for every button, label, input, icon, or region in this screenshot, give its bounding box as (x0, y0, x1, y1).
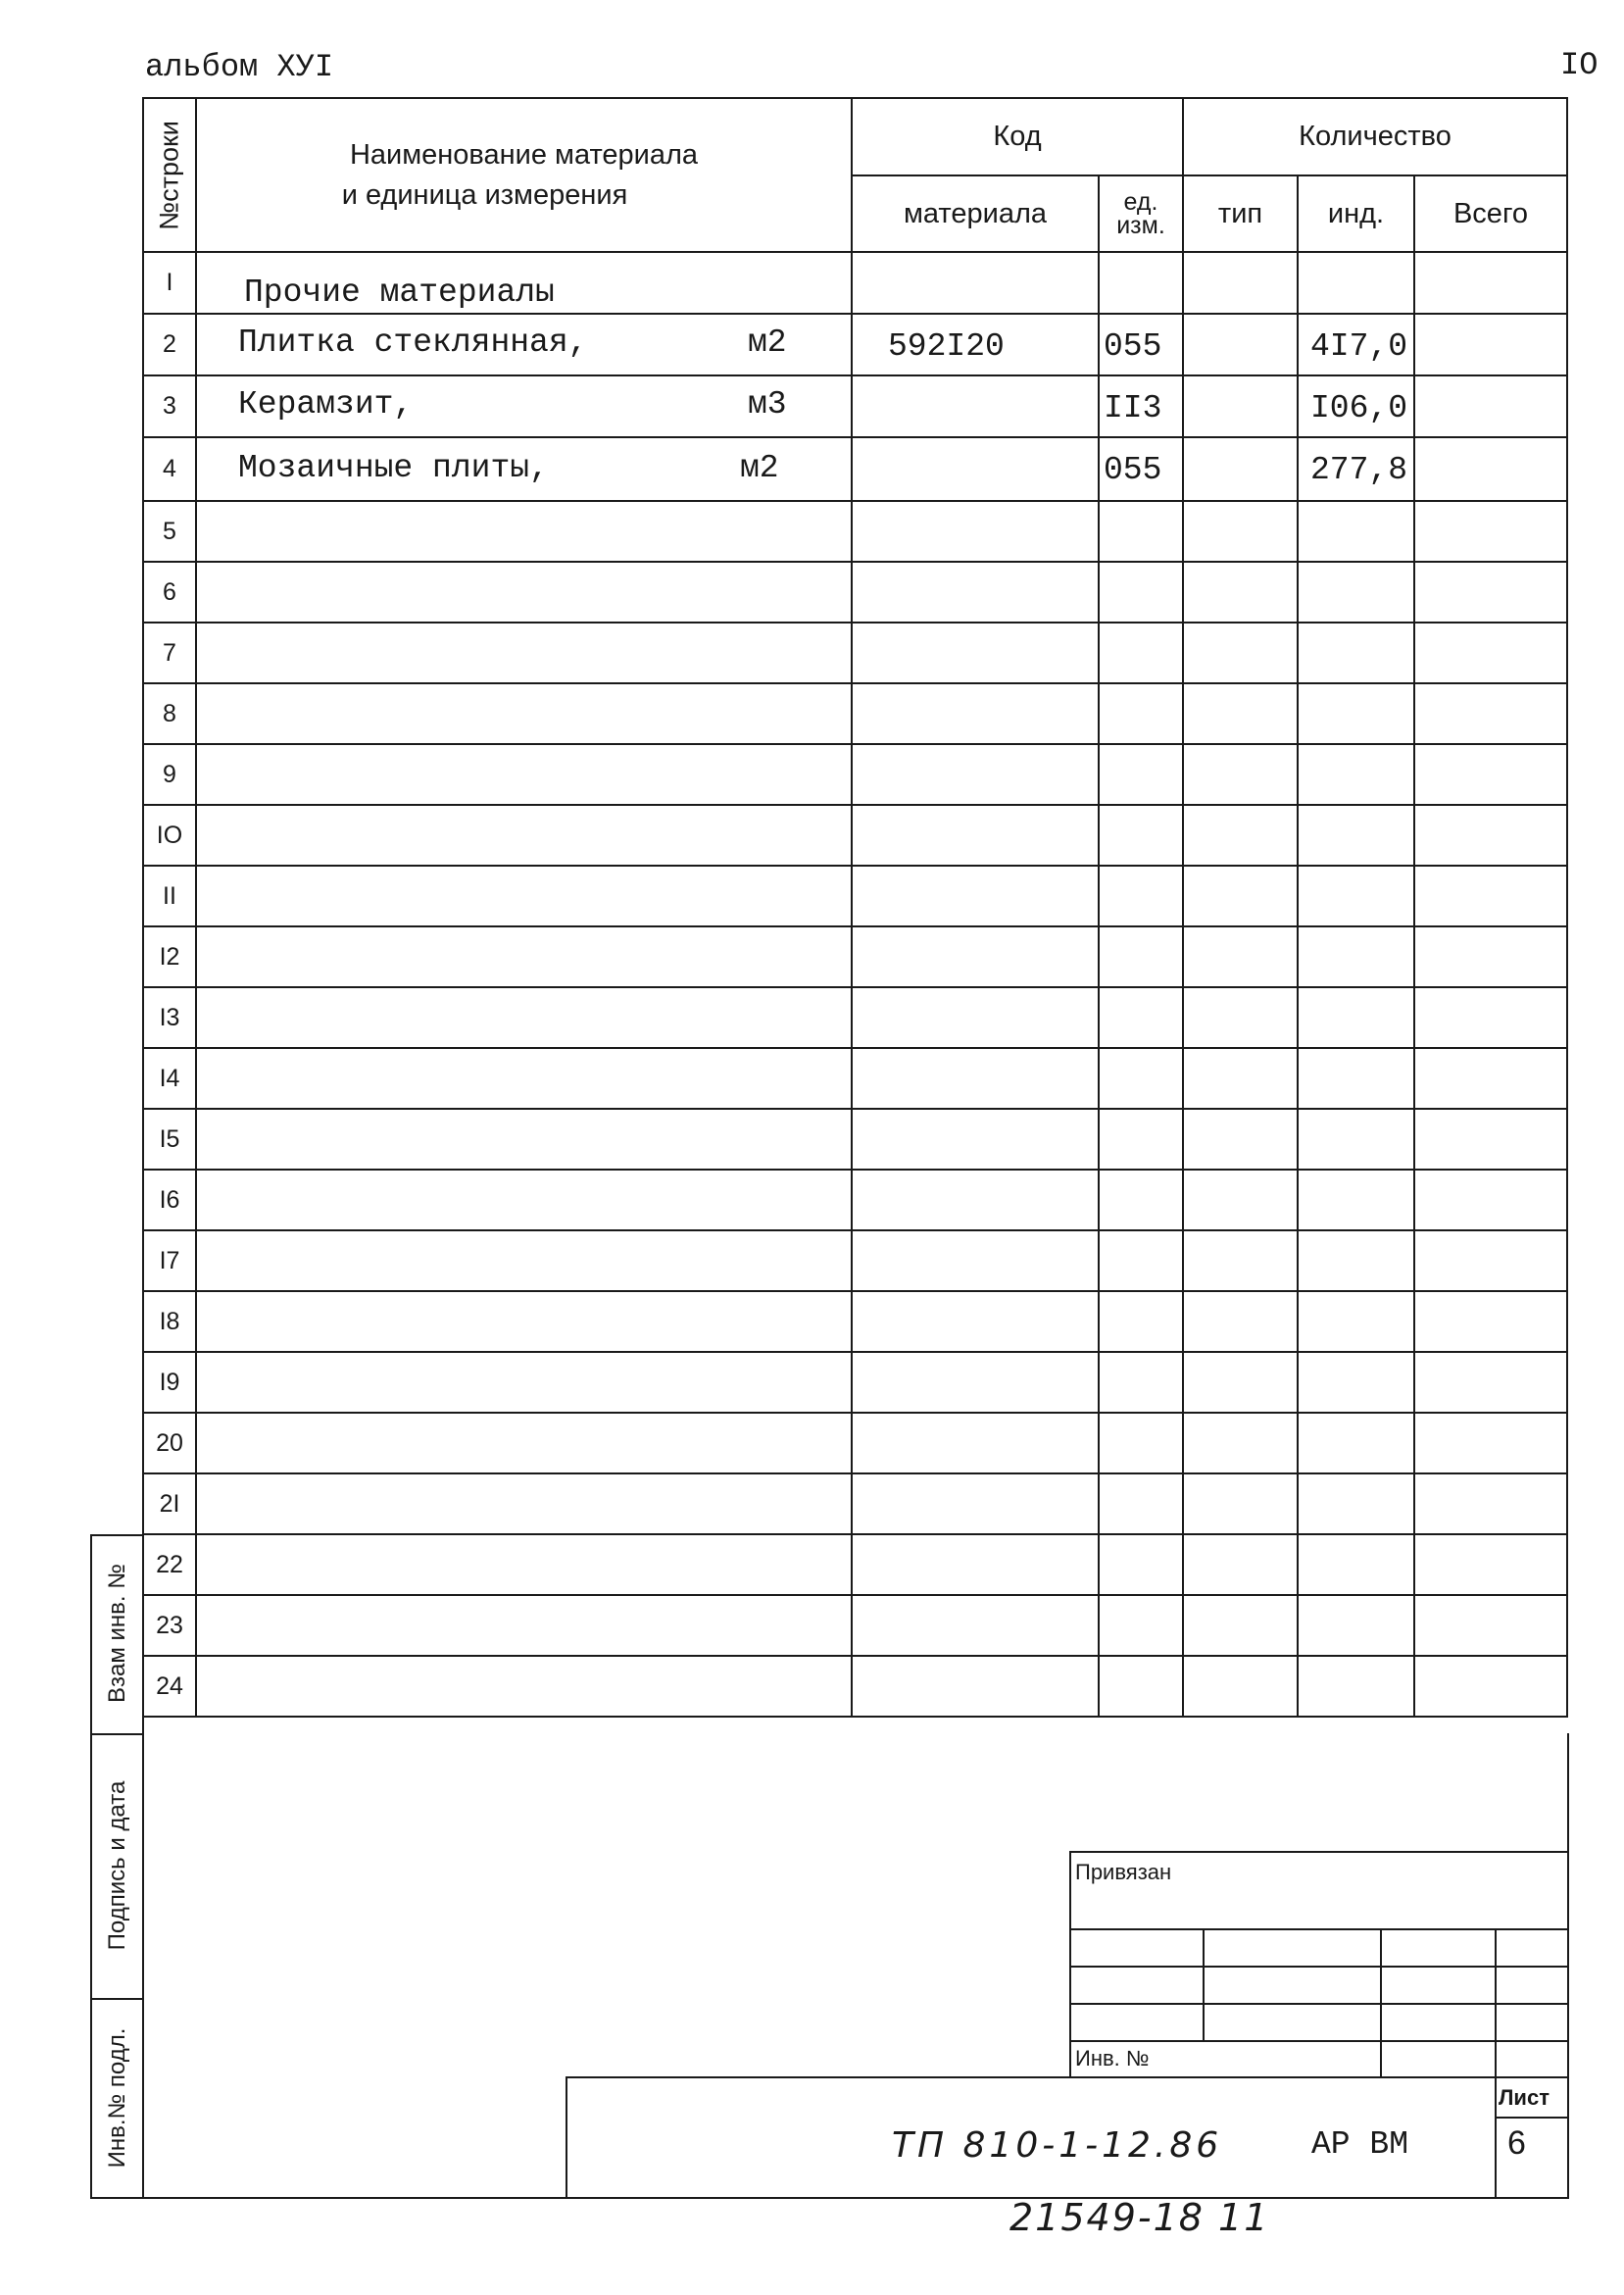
sheet-label: Лист (1499, 2085, 1550, 2110)
material-name-cell (196, 1413, 852, 1473)
total-qty-cell (1414, 501, 1567, 562)
replaced-inv-label: Взам инв. № (104, 1563, 130, 1704)
row-number-cell: 24 (143, 1656, 196, 1717)
material-code-cell (852, 1352, 1099, 1413)
row-number-cell: 4 (143, 437, 196, 501)
individual-qty-cell (1298, 1291, 1414, 1352)
original-inv-label: Инв.№ подл. (104, 2027, 130, 2169)
material-code-cell (852, 1656, 1099, 1717)
row-number-cell: 8 (143, 683, 196, 744)
row-number-cell: 7 (143, 623, 196, 683)
handwritten-archive-number: 21549-18 11 (1009, 2196, 1270, 2239)
material-code-cell (852, 1291, 1099, 1352)
inv-no-label: Инв. № (1075, 2046, 1150, 2070)
total-qty-cell (1414, 866, 1567, 926)
type-qty-cell (1183, 1656, 1298, 1717)
total-qty-cell (1414, 1656, 1567, 1717)
individual-qty-cell (1298, 562, 1414, 623)
total-qty-cell (1414, 805, 1567, 866)
material-name-cell (196, 501, 852, 562)
material-code-cell (852, 501, 1099, 562)
header-material-code: материала (852, 175, 1099, 252)
table-row (143, 1473, 1567, 1534)
material-code-cell (852, 1170, 1099, 1230)
row-number-cell: 2I (143, 1473, 196, 1534)
table-row (143, 252, 1567, 314)
table-row (143, 1656, 1567, 1717)
total-qty-cell (1414, 683, 1567, 744)
type-qty-cell (1183, 987, 1298, 1048)
type-qty-cell (1183, 623, 1298, 683)
bound-label: Привязан (1075, 1860, 1172, 1884)
material-code-cell: 592I20 (852, 314, 1099, 375)
type-qty-cell (1183, 1534, 1298, 1595)
row-number-cell: I4 (143, 1048, 196, 1109)
materials-table (142, 97, 1568, 1718)
individual-qty-cell (1298, 1352, 1414, 1413)
total-qty-cell (1414, 562, 1567, 623)
unit-code-cell (1099, 1170, 1183, 1230)
document-designation: ТП 810-1-12.86 (892, 2125, 1223, 2166)
table-row (143, 744, 1567, 805)
material-name-cell (196, 1048, 852, 1109)
material-name-cell (196, 1109, 852, 1170)
individual-qty-cell: 277,8 (1298, 437, 1414, 501)
table-row (143, 437, 1567, 501)
unit-of-measure: м2 (748, 324, 787, 361)
sheet-number: 6 (1507, 2124, 1526, 2162)
row-number-cell: I6 (143, 1170, 196, 1230)
unit-of-measure: м3 (748, 386, 787, 423)
type-qty-cell (1183, 1291, 1298, 1352)
type-qty-cell (1183, 683, 1298, 744)
row-number-cell: 22 (143, 1534, 196, 1595)
individual-qty-cell (1298, 1534, 1414, 1595)
individual-qty-cell (1298, 866, 1414, 926)
material-name-cell (196, 623, 852, 683)
row-number-cell: I7 (143, 1230, 196, 1291)
total-qty-cell (1414, 1473, 1567, 1534)
individual-qty-cell (1298, 1170, 1414, 1230)
table-row (143, 987, 1567, 1048)
type-qty-cell (1183, 1048, 1298, 1109)
total-qty-cell (1414, 314, 1567, 375)
individual-qty-cell: 4I7,0 (1298, 314, 1414, 375)
header-code-group: Код (852, 98, 1183, 175)
unit-code-cell (1099, 501, 1183, 562)
type-qty-cell (1183, 375, 1298, 437)
type-qty-cell (1183, 1473, 1298, 1534)
total-qty-cell (1414, 1352, 1567, 1413)
header-unit-code: ед. изм. (1099, 175, 1183, 252)
unit-code-cell (1099, 1473, 1183, 1534)
row-number-cell: 5 (143, 501, 196, 562)
total-qty-cell (1414, 1170, 1567, 1230)
unit-code-cell (1099, 1534, 1183, 1595)
table-row (143, 1595, 1567, 1656)
unit-code-cell (1099, 744, 1183, 805)
individual-qty-cell (1298, 1413, 1414, 1473)
row-number-cell: IO (143, 805, 196, 866)
row-number-cell: 9 (143, 744, 196, 805)
material-name: Прочие материалы (244, 274, 555, 311)
material-name-cell (196, 683, 852, 744)
total-qty-cell (1414, 623, 1567, 683)
type-qty-cell (1183, 1109, 1298, 1170)
material-code-cell (852, 987, 1099, 1048)
material-code-cell (852, 1230, 1099, 1291)
unit-code-cell (1099, 926, 1183, 987)
individual-qty-cell (1298, 744, 1414, 805)
row-number-cell: I2 (143, 926, 196, 987)
material-code-cell (852, 437, 1099, 501)
material-name-cell (196, 987, 852, 1048)
total-qty-cell (1414, 1109, 1567, 1170)
type-qty-cell (1183, 1413, 1298, 1473)
material-code-cell (852, 252, 1099, 314)
material-name-cell (196, 314, 852, 375)
material-code-cell (852, 1595, 1099, 1656)
type-qty-cell (1183, 1352, 1298, 1413)
total-qty-cell (1414, 987, 1567, 1048)
material-name-cell (196, 1291, 852, 1352)
material-name: Мозаичные плиты, (238, 450, 549, 486)
material-code-cell (852, 683, 1099, 744)
table-row (143, 683, 1567, 744)
unit-code-cell (1099, 1352, 1183, 1413)
material-name-cell (196, 744, 852, 805)
material-name: Плитка стеклянная, (238, 324, 588, 361)
total-qty-cell (1414, 375, 1567, 437)
table-row (143, 1170, 1567, 1230)
material-code-cell (852, 1534, 1099, 1595)
row-number-cell: 20 (143, 1413, 196, 1473)
type-qty-cell (1183, 252, 1298, 314)
table-row (143, 805, 1567, 866)
document-section: АР ВМ (1311, 2126, 1409, 2163)
header-type: тип (1183, 175, 1298, 252)
unit-code-cell (1099, 252, 1183, 314)
total-qty-cell (1414, 1413, 1567, 1473)
individual-qty-cell (1298, 1656, 1414, 1717)
material-name-cell (196, 1656, 852, 1717)
header-quantity-group: Количество (1183, 98, 1567, 175)
total-qty-cell (1414, 437, 1567, 501)
material-name-cell (196, 866, 852, 926)
table-row (143, 1413, 1567, 1473)
individual-qty-cell (1298, 501, 1414, 562)
table-row (143, 501, 1567, 562)
unit-of-measure: м2 (740, 450, 779, 486)
type-qty-cell (1183, 1230, 1298, 1291)
material-name-cell (196, 805, 852, 866)
table-row (143, 1048, 1567, 1109)
total-qty-cell (1414, 1595, 1567, 1656)
material-name-cell (196, 562, 852, 623)
table-row (143, 866, 1567, 926)
type-qty-cell (1183, 562, 1298, 623)
individual-qty-cell (1298, 1109, 1414, 1170)
unit-code-cell (1099, 1230, 1183, 1291)
material-code-cell (852, 1413, 1099, 1473)
type-qty-cell (1183, 501, 1298, 562)
material-code-cell (852, 866, 1099, 926)
material-code-cell (852, 805, 1099, 866)
type-qty-cell (1183, 926, 1298, 987)
material-code-cell (852, 623, 1099, 683)
row-number-cell: 23 (143, 1595, 196, 1656)
material-name-cell (196, 1595, 852, 1656)
individual-qty-cell (1298, 987, 1414, 1048)
type-qty-cell (1183, 437, 1298, 501)
individual-qty-cell (1298, 1473, 1414, 1534)
individual-qty-cell (1298, 926, 1414, 987)
total-qty-cell (1414, 1291, 1567, 1352)
individual-qty-cell (1298, 1230, 1414, 1291)
unit-code-cell: 055 (1099, 314, 1183, 375)
unit-code-cell (1099, 1109, 1183, 1170)
total-qty-cell (1414, 1534, 1567, 1595)
unit-code-cell (1099, 1656, 1183, 1717)
material-code-cell (852, 1473, 1099, 1534)
individual-qty-cell (1298, 1048, 1414, 1109)
unit-code-cell (1099, 1291, 1183, 1352)
table-row (143, 623, 1567, 683)
table-row (143, 375, 1567, 437)
total-qty-cell (1414, 744, 1567, 805)
row-number-cell: 2 (143, 314, 196, 375)
material-name-cell (196, 1230, 852, 1291)
unit-code-cell (1099, 683, 1183, 744)
unit-code-cell (1099, 562, 1183, 623)
unit-code-cell: II3 (1099, 375, 1183, 437)
material-name-cell (196, 1170, 852, 1230)
individual-qty-cell (1298, 683, 1414, 744)
total-qty-cell (1414, 926, 1567, 987)
table-row (143, 1291, 1567, 1352)
unit-code-cell (1099, 866, 1183, 926)
unit-code-cell (1099, 805, 1183, 866)
unit-code-cell: 055 (1099, 437, 1183, 501)
header-material-name: Наименование материала и единица измерения (196, 98, 852, 252)
header-row-number: №строки (143, 98, 196, 252)
header-total: Всего (1414, 175, 1567, 252)
individual-qty-cell (1298, 1595, 1414, 1656)
material-code-cell (852, 562, 1099, 623)
material-name-cell (196, 1352, 852, 1413)
unit-code-cell (1099, 987, 1183, 1048)
table-row (143, 562, 1567, 623)
album-label: альбом ХУI (145, 49, 334, 85)
table-row (143, 314, 1567, 375)
table-row (143, 1534, 1567, 1595)
material-name-cell (196, 1473, 852, 1534)
table-row (143, 926, 1567, 987)
material-name-cell (196, 437, 852, 501)
material-name: Керамзит, (238, 386, 414, 423)
type-qty-cell (1183, 744, 1298, 805)
page-number: IO (1560, 47, 1599, 83)
type-qty-cell (1183, 805, 1298, 866)
individual-qty-cell: I06,0 (1298, 375, 1414, 437)
row-number-cell: I8 (143, 1291, 196, 1352)
material-name-cell (196, 1534, 852, 1595)
material-code-cell (852, 926, 1099, 987)
type-qty-cell (1183, 866, 1298, 926)
table-row (143, 1230, 1567, 1291)
total-qty-cell (1414, 252, 1567, 314)
total-qty-cell (1414, 1048, 1567, 1109)
type-qty-cell (1183, 1595, 1298, 1656)
unit-code-cell (1099, 1413, 1183, 1473)
row-number-cell: I (143, 252, 196, 314)
signature-date-label: Подпись и дата (104, 1780, 130, 1951)
material-code-cell (852, 375, 1099, 437)
row-number-cell: 3 (143, 375, 196, 437)
row-number-cell: I5 (143, 1109, 196, 1170)
header-individual: инд. (1298, 175, 1414, 252)
row-number-cell: 6 (143, 562, 196, 623)
material-code-cell (852, 1048, 1099, 1109)
table-row (143, 1109, 1567, 1170)
unit-code-cell (1099, 1595, 1183, 1656)
individual-qty-cell (1298, 252, 1414, 314)
material-code-cell (852, 744, 1099, 805)
material-name-cell (196, 375, 852, 437)
material-name-cell (196, 926, 852, 987)
row-number-cell: II (143, 866, 196, 926)
row-number-cell: I9 (143, 1352, 196, 1413)
individual-qty-cell (1298, 623, 1414, 683)
unit-code-cell (1099, 1048, 1183, 1109)
total-qty-cell (1414, 1230, 1567, 1291)
unit-code-cell (1099, 623, 1183, 683)
type-qty-cell (1183, 1170, 1298, 1230)
table-row (143, 1352, 1567, 1413)
type-qty-cell (1183, 314, 1298, 375)
material-name-cell (196, 252, 852, 314)
material-code-cell (852, 1109, 1099, 1170)
row-number-cell: I3 (143, 987, 196, 1048)
individual-qty-cell (1298, 805, 1414, 866)
